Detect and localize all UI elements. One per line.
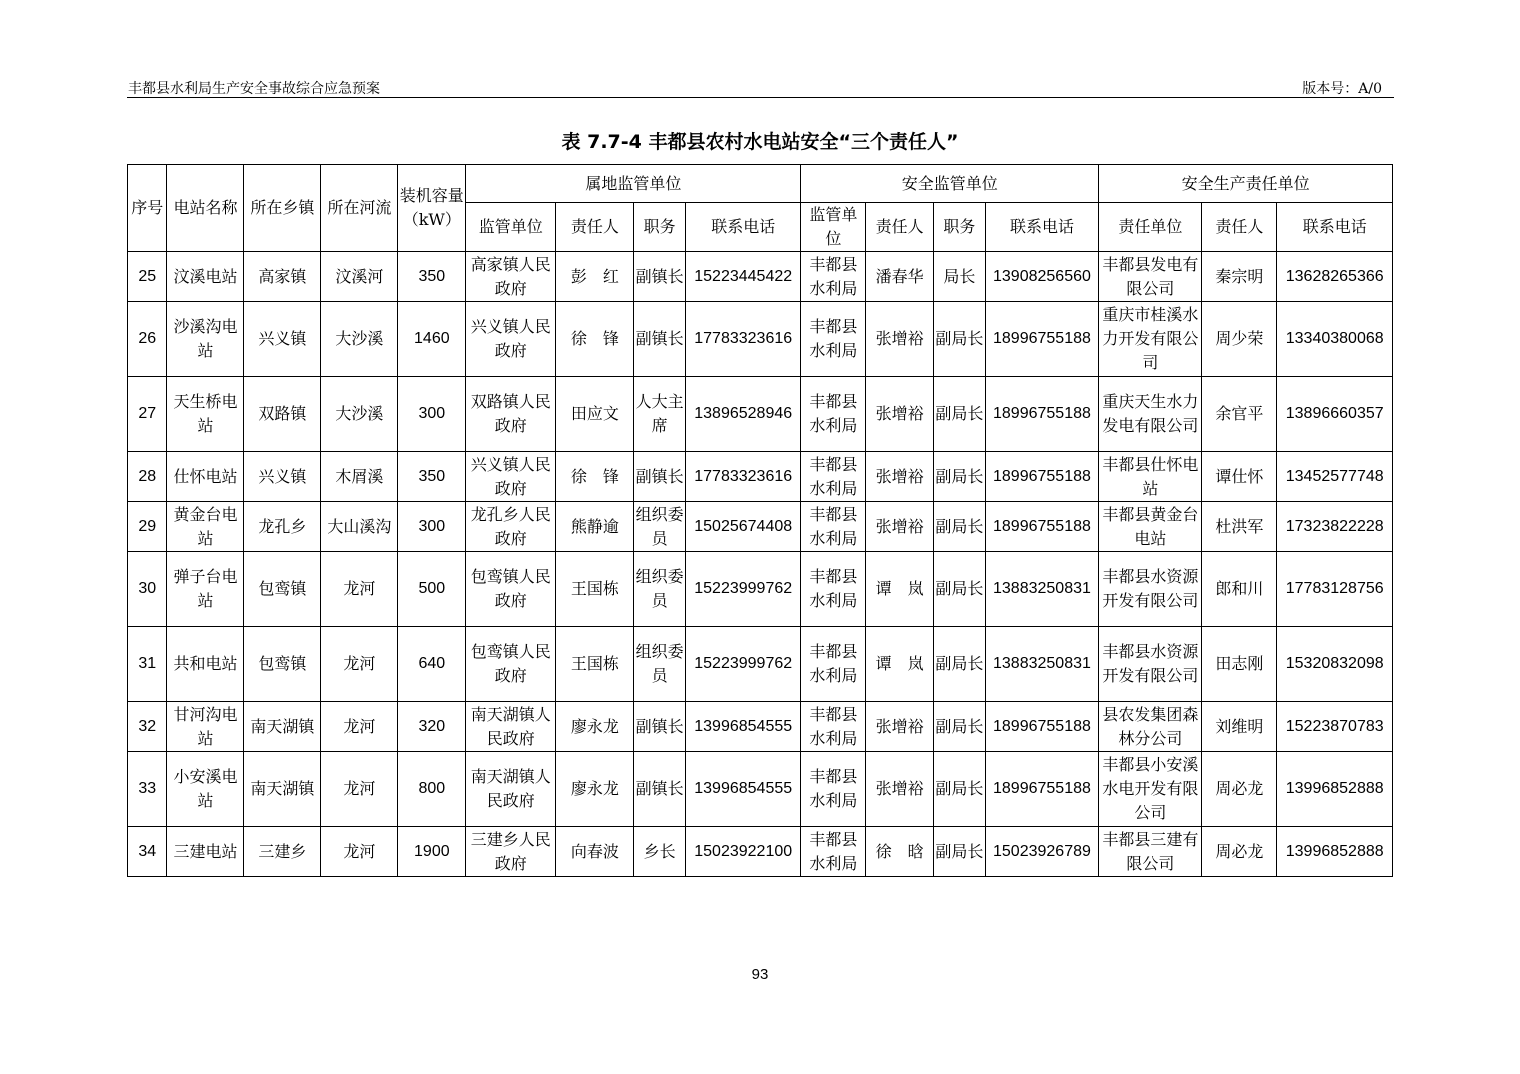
safety-phone-cell: 18996755188 xyxy=(985,452,1098,502)
prod-person-cell: 秦宗明 xyxy=(1202,252,1277,302)
prod-unit-cell: 丰都县水资源开发有限公司 xyxy=(1099,552,1202,627)
safety-phone-cell: 13908256560 xyxy=(985,252,1098,302)
prod-phone-cell: 17783128756 xyxy=(1277,552,1393,627)
local-title-cell: 副镇长 xyxy=(634,302,686,377)
safety-unit-cell: 丰都县水利局 xyxy=(801,827,866,877)
col-prod-phone: 联系电话 xyxy=(1277,203,1393,252)
station-cell: 沙溪沟电站 xyxy=(167,302,244,377)
town-cell: 包鸾镇 xyxy=(244,552,321,627)
town-cell: 包鸾镇 xyxy=(244,627,321,702)
capacity-cell: 1460 xyxy=(398,302,466,377)
col-town: 所在乡镇 xyxy=(244,165,321,252)
town-cell: 兴义镇 xyxy=(244,302,321,377)
station-cell: 汶溪电站 xyxy=(167,252,244,302)
capacity-cell: 320 xyxy=(398,702,466,752)
river-cell: 汶溪河 xyxy=(321,252,398,302)
local-phone-cell: 15223999762 xyxy=(685,552,800,627)
prod-unit-cell: 丰都县水资源开发有限公司 xyxy=(1099,627,1202,702)
page-number: 93 xyxy=(751,966,769,983)
header-divider xyxy=(127,97,1394,98)
river-cell: 木屑溪 xyxy=(321,452,398,502)
safety-unit-cell: 丰都县水利局 xyxy=(801,502,866,552)
seq-cell: 34 xyxy=(128,827,167,877)
seq-cell: 30 xyxy=(128,552,167,627)
local-title-cell: 乡长 xyxy=(634,827,686,877)
local-unit-cell: 兴义镇人民政府 xyxy=(466,452,556,502)
prod-person-cell: 周少荣 xyxy=(1202,302,1277,377)
local-person-cell: 王国栋 xyxy=(556,627,634,702)
river-cell: 龙河 xyxy=(321,752,398,827)
col-local-phone: 联系电话 xyxy=(685,203,800,252)
safety-title-cell: 副局长 xyxy=(934,827,986,877)
prod-phone-cell: 13996852888 xyxy=(1277,752,1393,827)
group-production-responsibility: 安全生产责任单位 xyxy=(1099,165,1393,203)
capacity-cell: 350 xyxy=(398,452,466,502)
header-row-1 xyxy=(128,165,1393,203)
col-station: 电站名称 xyxy=(167,165,244,252)
safety-person-cell: 张增裕 xyxy=(866,302,934,377)
capacity-cell: 500 xyxy=(398,552,466,627)
prod-phone-cell: 15223870783 xyxy=(1277,702,1393,752)
safety-title-cell: 副局长 xyxy=(934,502,986,552)
prod-unit-cell: 丰都县小安溪水电开发有限公司 xyxy=(1099,752,1202,827)
col-local-person: 责任人 xyxy=(556,203,634,252)
town-cell: 高家镇 xyxy=(244,252,321,302)
table-body xyxy=(128,252,1393,877)
safety-person-cell: 潘春华 xyxy=(866,252,934,302)
prod-person-cell: 刘维明 xyxy=(1202,702,1277,752)
local-unit-cell: 包鸾镇人民政府 xyxy=(466,627,556,702)
seq-cell: 29 xyxy=(128,502,167,552)
responsibility-table xyxy=(127,164,1393,877)
seq-cell: 27 xyxy=(128,377,167,452)
local-person-cell: 廖永龙 xyxy=(556,752,634,827)
prod-unit-cell: 重庆天生水力发电有限公司 xyxy=(1099,377,1202,452)
version-label: 版本号：A/0 xyxy=(1302,81,1382,97)
safety-phone-cell: 18996755188 xyxy=(985,377,1098,452)
prod-person-cell: 郎和川 xyxy=(1202,552,1277,627)
river-cell: 龙河 xyxy=(321,827,398,877)
safety-unit-cell: 丰都县水利局 xyxy=(801,452,866,502)
prod-person-cell: 周必龙 xyxy=(1202,827,1277,877)
prod-unit-cell: 县农发集团森林分公司 xyxy=(1099,702,1202,752)
prod-phone-cell: 13628265366 xyxy=(1277,252,1393,302)
col-capacity: 装机容量（kW） xyxy=(398,165,466,252)
safety-phone-cell: 18996755188 xyxy=(985,702,1098,752)
local-phone-cell: 13996854555 xyxy=(685,702,800,752)
prod-person-cell: 田志刚 xyxy=(1202,627,1277,702)
safety-person-cell: 张增裕 xyxy=(866,502,934,552)
station-cell: 黄金台电站 xyxy=(167,502,244,552)
safety-unit-cell: 丰都县水利局 xyxy=(801,302,866,377)
seq-cell: 28 xyxy=(128,452,167,502)
safety-title-cell: 副局长 xyxy=(934,552,986,627)
prod-unit-cell: 丰都县发电有限公司 xyxy=(1099,252,1202,302)
table-row xyxy=(128,302,1393,377)
local-title-cell: 副镇长 xyxy=(634,252,686,302)
local-unit-cell: 高家镇人民政府 xyxy=(466,252,556,302)
local-phone-cell: 15023922100 xyxy=(685,827,800,877)
prod-person-cell: 谭仕怀 xyxy=(1202,452,1277,502)
safety-phone-cell: 18996755188 xyxy=(985,502,1098,552)
safety-title-cell: 局长 xyxy=(934,252,986,302)
local-unit-cell: 包鸾镇人民政府 xyxy=(466,552,556,627)
safety-phone-cell: 13883250831 xyxy=(985,552,1098,627)
station-cell: 弹子台电站 xyxy=(167,552,244,627)
table-row xyxy=(128,827,1393,877)
prod-phone-cell: 13996852888 xyxy=(1277,827,1393,877)
local-person-cell: 向春波 xyxy=(556,827,634,877)
table-row xyxy=(128,752,1393,827)
station-cell: 仕怀电站 xyxy=(167,452,244,502)
document-title: 丰都县水利局生产安全事故综合应急预案 xyxy=(128,81,380,97)
table-row xyxy=(128,702,1393,752)
prod-person-cell: 杜洪军 xyxy=(1202,502,1277,552)
safety-unit-cell: 丰都县水利局 xyxy=(801,552,866,627)
local-title-cell: 副镇长 xyxy=(634,752,686,827)
station-cell: 甘河沟电站 xyxy=(167,702,244,752)
col-safety-title: 职务 xyxy=(934,203,986,252)
prod-unit-cell: 重庆市桂溪水力开发有限公司 xyxy=(1099,302,1202,377)
local-phone-cell: 13996854555 xyxy=(685,752,800,827)
seq-cell: 31 xyxy=(128,627,167,702)
safety-title-cell: 副局长 xyxy=(934,752,986,827)
town-cell: 双路镇 xyxy=(244,377,321,452)
local-person-cell: 彭 红 xyxy=(556,252,634,302)
seq-cell: 33 xyxy=(128,752,167,827)
station-cell: 小安溪电站 xyxy=(167,752,244,827)
river-cell: 大山溪沟 xyxy=(321,502,398,552)
local-phone-cell: 13896528946 xyxy=(685,377,800,452)
col-safety-unit: 监管单位 xyxy=(801,203,866,252)
local-title-cell: 副镇长 xyxy=(634,702,686,752)
capacity-cell: 300 xyxy=(398,502,466,552)
col-local-unit: 监管单位 xyxy=(466,203,556,252)
table-row xyxy=(128,452,1393,502)
group-local-supervision: 属地监管单位 xyxy=(466,165,801,203)
capacity-cell: 1900 xyxy=(398,827,466,877)
table-row xyxy=(128,627,1393,702)
safety-person-cell: 张增裕 xyxy=(866,702,934,752)
station-cell: 共和电站 xyxy=(167,627,244,702)
safety-unit-cell: 丰都县水利局 xyxy=(801,627,866,702)
local-person-cell: 徐 锋 xyxy=(556,452,634,502)
safety-title-cell: 副局长 xyxy=(934,627,986,702)
local-phone-cell: 15223445422 xyxy=(685,252,800,302)
safety-phone-cell: 15023926789 xyxy=(985,827,1098,877)
safety-person-cell: 谭 岚 xyxy=(866,627,934,702)
local-person-cell: 熊静逾 xyxy=(556,502,634,552)
town-cell: 南天湖镇 xyxy=(244,752,321,827)
capacity-cell: 640 xyxy=(398,627,466,702)
prod-phone-cell: 13452577748 xyxy=(1277,452,1393,502)
prod-phone-cell: 13896660357 xyxy=(1277,377,1393,452)
local-person-cell: 徐 锋 xyxy=(556,302,634,377)
local-phone-cell: 15025674408 xyxy=(685,502,800,552)
safety-title-cell: 副局长 xyxy=(934,702,986,752)
col-seq: 序号 xyxy=(128,165,167,252)
local-title-cell: 副镇长 xyxy=(634,452,686,502)
local-person-cell: 王国栋 xyxy=(556,552,634,627)
prod-unit-cell: 丰都县黄金台电站 xyxy=(1099,502,1202,552)
river-cell: 大沙溪 xyxy=(321,302,398,377)
safety-person-cell: 张增裕 xyxy=(866,377,934,452)
prod-phone-cell: 17323822228 xyxy=(1277,502,1393,552)
safety-person-cell: 张增裕 xyxy=(866,752,934,827)
seq-cell: 26 xyxy=(128,302,167,377)
col-prod-person: 责任人 xyxy=(1202,203,1277,252)
local-title-cell: 组织委员 xyxy=(634,627,686,702)
local-unit-cell: 兴义镇人民政府 xyxy=(466,302,556,377)
seq-cell: 32 xyxy=(128,702,167,752)
prod-phone-cell: 13340380068 xyxy=(1277,302,1393,377)
capacity-cell: 300 xyxy=(398,377,466,452)
local-title-cell: 组织委员 xyxy=(634,552,686,627)
river-cell: 龙河 xyxy=(321,702,398,752)
table-row xyxy=(128,252,1393,302)
local-unit-cell: 南天湖镇人民政府 xyxy=(466,702,556,752)
local-unit-cell: 南天湖镇人民政府 xyxy=(466,752,556,827)
safety-phone-cell: 18996755188 xyxy=(985,302,1098,377)
local-unit-cell: 三建乡人民政府 xyxy=(466,827,556,877)
safety-unit-cell: 丰都县水利局 xyxy=(801,377,866,452)
prod-unit-cell: 丰都县仕怀电站 xyxy=(1099,452,1202,502)
safety-person-cell: 徐 晗 xyxy=(866,827,934,877)
table-title: 表 7.7-4 丰都县农村水电站安全“三个责任人” xyxy=(561,131,959,153)
col-river: 所在河流 xyxy=(321,165,398,252)
river-cell: 大沙溪 xyxy=(321,377,398,452)
town-cell: 三建乡 xyxy=(244,827,321,877)
prod-phone-cell: 15320832098 xyxy=(1277,627,1393,702)
col-safety-phone: 联系电话 xyxy=(985,203,1098,252)
group-safety-supervision: 安全监管单位 xyxy=(801,165,1099,203)
prod-person-cell: 周必龙 xyxy=(1202,752,1277,827)
capacity-cell: 350 xyxy=(398,252,466,302)
local-unit-cell: 龙孔乡人民政府 xyxy=(466,502,556,552)
prod-person-cell: 余官平 xyxy=(1202,377,1277,452)
col-prod-unit: 责任单位 xyxy=(1099,203,1202,252)
river-cell: 龙河 xyxy=(321,627,398,702)
station-cell: 天生桥电站 xyxy=(167,377,244,452)
prod-unit-cell: 丰都县三建有限公司 xyxy=(1099,827,1202,877)
seq-cell: 25 xyxy=(128,252,167,302)
safety-title-cell: 副局长 xyxy=(934,452,986,502)
local-unit-cell: 双路镇人民政府 xyxy=(466,377,556,452)
safety-unit-cell: 丰都县水利局 xyxy=(801,702,866,752)
safety-unit-cell: 丰都县水利局 xyxy=(801,752,866,827)
river-cell: 龙河 xyxy=(321,552,398,627)
local-title-cell: 人大主席 xyxy=(634,377,686,452)
local-phone-cell: 15223999762 xyxy=(685,627,800,702)
town-cell: 兴义镇 xyxy=(244,452,321,502)
safety-phone-cell: 18996755188 xyxy=(985,752,1098,827)
safety-title-cell: 副局长 xyxy=(934,377,986,452)
safety-unit-cell: 丰都县水利局 xyxy=(801,252,866,302)
capacity-cell: 800 xyxy=(398,752,466,827)
safety-person-cell: 谭 岚 xyxy=(866,552,934,627)
table-row xyxy=(128,377,1393,452)
col-safety-person: 责任人 xyxy=(866,203,934,252)
local-person-cell: 廖永龙 xyxy=(556,702,634,752)
safety-phone-cell: 13883250831 xyxy=(985,627,1098,702)
col-local-title: 职务 xyxy=(634,203,686,252)
table-row xyxy=(128,552,1393,627)
local-phone-cell: 17783323616 xyxy=(685,452,800,502)
local-phone-cell: 17783323616 xyxy=(685,302,800,377)
table-row xyxy=(128,502,1393,552)
town-cell: 龙孔乡 xyxy=(244,502,321,552)
safety-title-cell: 副局长 xyxy=(934,302,986,377)
safety-person-cell: 张增裕 xyxy=(866,452,934,502)
local-person-cell: 田应文 xyxy=(556,377,634,452)
town-cell: 南天湖镇 xyxy=(244,702,321,752)
local-title-cell: 组织委员 xyxy=(634,502,686,552)
station-cell: 三建电站 xyxy=(167,827,244,877)
